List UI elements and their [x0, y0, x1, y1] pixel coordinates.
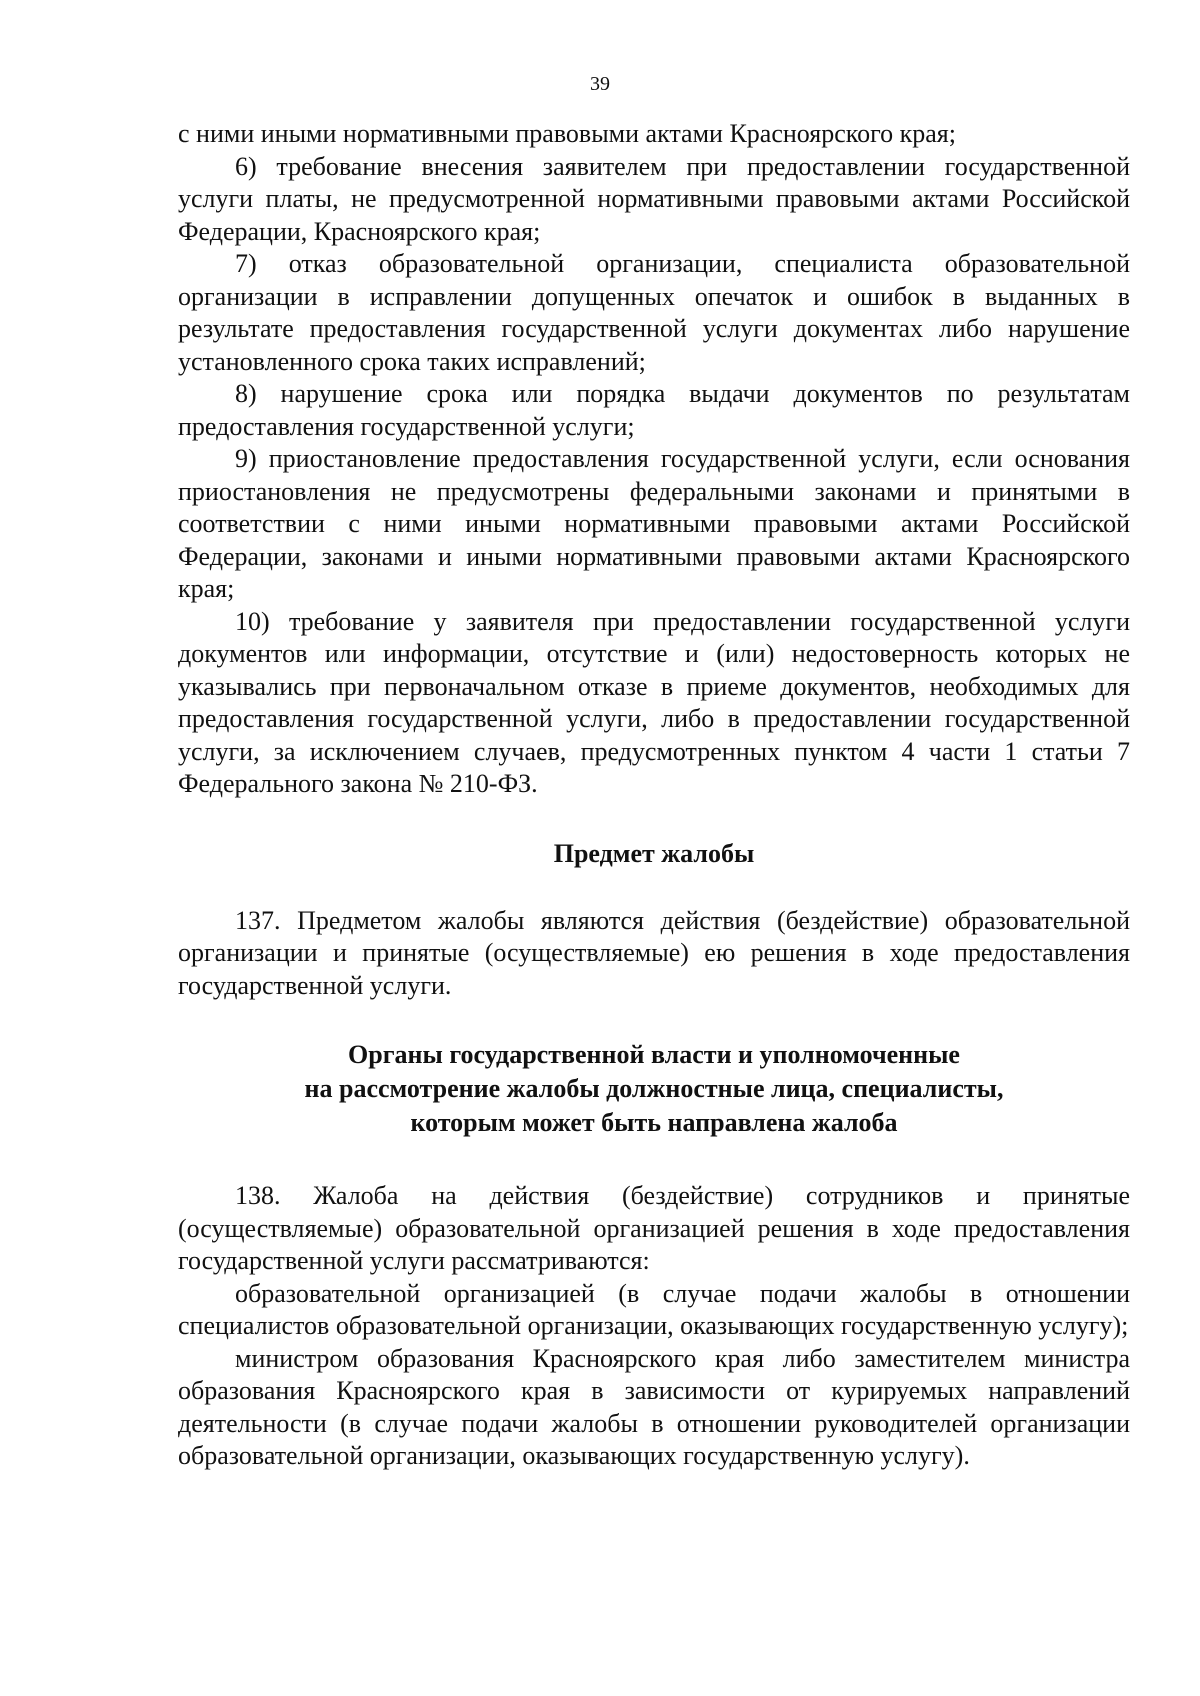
section-heading-line-2: на рассмотрение жалобы должностные лица, специалисты,: [304, 1074, 1004, 1103]
list-item-10: 10) требование у заявителя при предоставлении государственной услуги документов или информации, отсутствие и (или) недостоверность которых не указывались при первоначальном отказе в приеме документов, необходимых для предоставления государственной услуги, либо в предоставлении государственной услуги, за исключением случаев, предусмотренных пунктом 4 части 1 статьи 7 Федерального закона № 210-ФЗ.: [178, 606, 1130, 798]
document-body: [178, 118, 1130, 1473]
paragraph-138-item-2: министром образования Красноярского края либо заместителем министра образования Красноярского края в зависимости от курируемых направлений деятельности (в случае подачи жалобы в отношении руководителей организации образовательной организации, оказывающих государственную услугу).: [178, 1343, 1130, 1470]
list-item-9: 9) приостановление предоставления государственной услуги, если основания приостановления не предусмотрены федеральными законами и принятыми в соответствии с ними иными нормативными правовыми актами Российской Федерации, законами и иными нормативными правовыми актами Красноярского края;: [178, 444, 1130, 603]
paragraph-138-item-1: образовательной организацией (в случае подачи жалобы в отношении специалистов образовательной организации, оказывающих государственную услугу);: [178, 1278, 1130, 1340]
section-heading-line-3: которым может быть направлена жалоба: [410, 1108, 898, 1137]
section-heading-subject: Предмет жалобы: [553, 838, 755, 868]
section-heading-line-1: Органы государственной власти и уполномоченные: [348, 1040, 960, 1069]
list-item-6: 6) требование внесения заявителем при предоставлении государственной услуги платы, не предусмотренной нормативными правовыми актами Российской Федерации, Красноярского края;: [178, 151, 1130, 246]
list-item-7: 7) отказ образовательной организации, специалиста образовательной организации в исправлении допущенных опечаток и ошибок в выданных в результате предоставления государственной услуги документах либо нарушение установленного срока таких исправлений;: [178, 249, 1130, 376]
paragraph-138: 138. Жалоба на действия (бездействие) сотрудников и принятые (осуществляемые) образовательной организацией решения в ходе предоставления государственной услуги рассматриваются:: [178, 1181, 1130, 1275]
paragraph-137: 137. Предметом жалобы являются действия (бездействие) образовательной организации и принятые (осуществляемые) ею решения в ходе предоставления государственной услуги.: [178, 905, 1130, 1000]
paragraph-continuation: с ними иными нормативными правовыми актами Красноярского края;: [178, 119, 956, 148]
page-number: 39: [590, 73, 610, 95]
list-item-8: 8) нарушение срока или порядка выдачи документов по результатам предоставления государственной услуги;: [178, 379, 1130, 441]
section-heading-bodies: [178, 1038, 1130, 1140]
